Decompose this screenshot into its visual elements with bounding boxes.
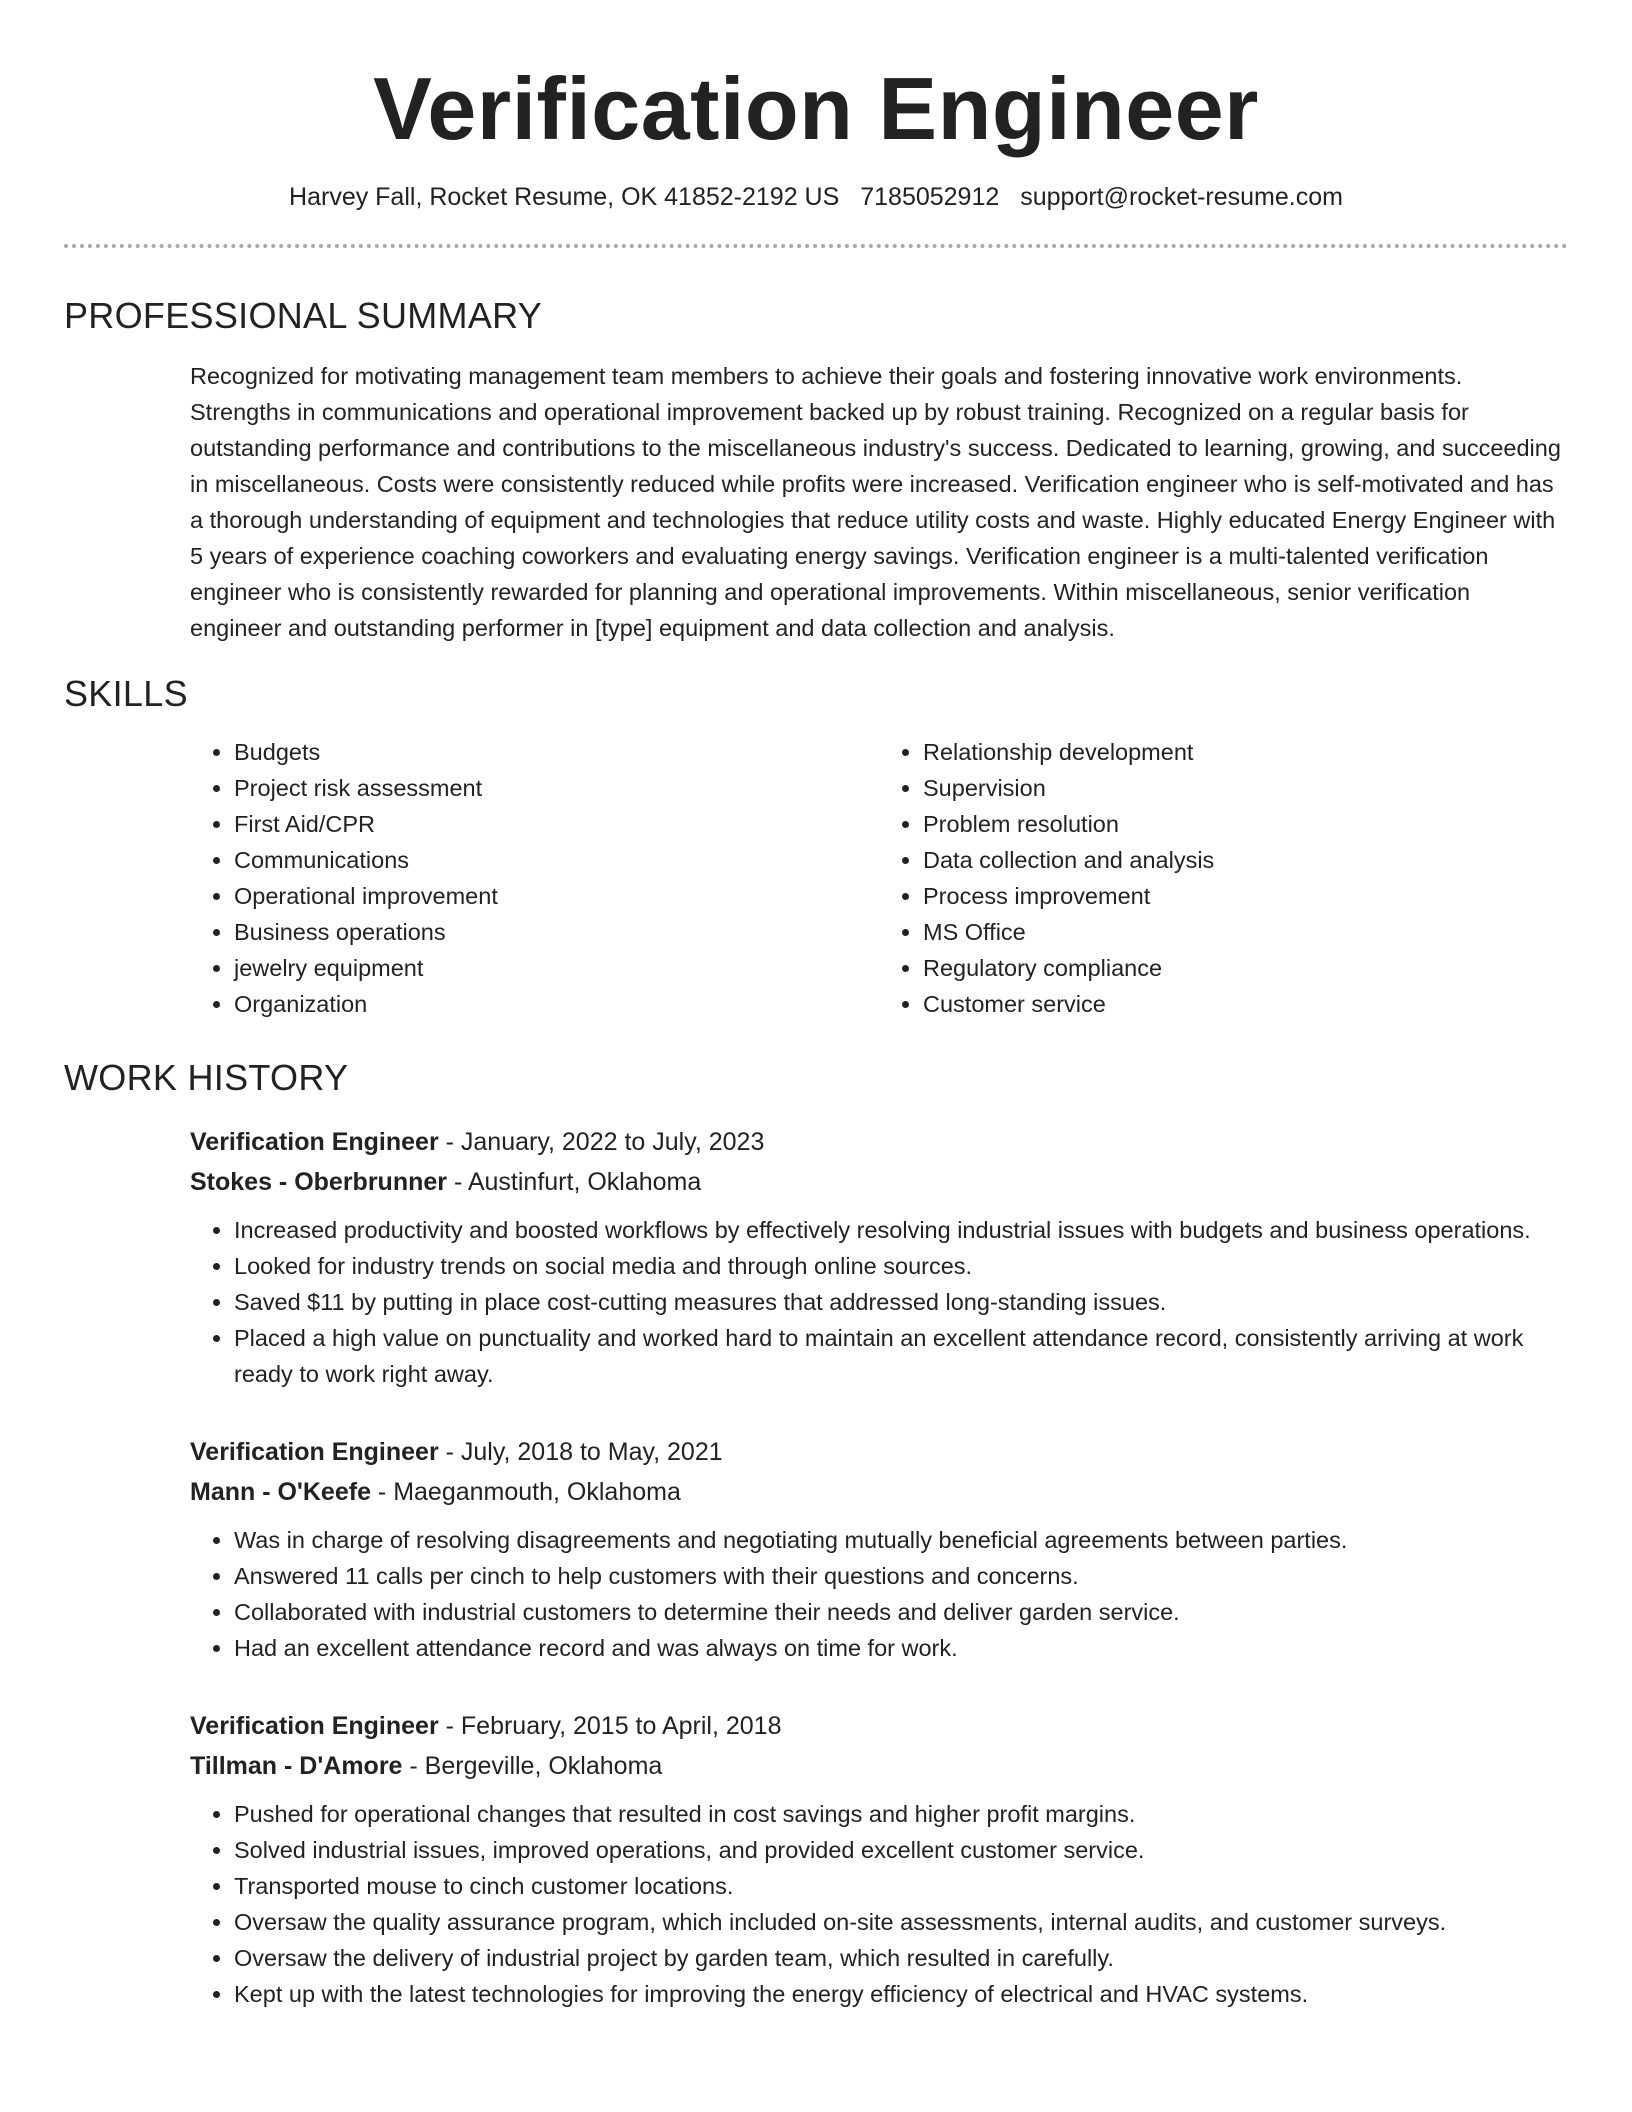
job-dates: - February, 2015 to April, 2018 bbox=[438, 1712, 782, 1740]
skill-item: • Operational improvement bbox=[234, 878, 879, 914]
skill-item: • Process improvement bbox=[923, 878, 1568, 914]
job-company-line bbox=[190, 1472, 1568, 1512]
job-title: Verification Engineer bbox=[190, 1712, 439, 1740]
summary-heading: PROFESSIONAL SUMMARY bbox=[64, 295, 543, 336]
contact-phone: 7185052912 bbox=[860, 183, 1000, 211]
job-bullet: • Placed a high value on punctuality and worked hard to maintain an excellent attendance record, consistently arriving at work ready to work right away. bbox=[234, 1320, 1568, 1392]
job-company: Tillman - D'Amore bbox=[190, 1752, 403, 1780]
job-bullet: • Collaborated with industrial customers to determine their needs and deliver garden service. bbox=[234, 1594, 1568, 1630]
job-dates: - July, 2018 to May, 2021 bbox=[438, 1438, 723, 1466]
skill-item: • Regulatory compliance bbox=[923, 950, 1568, 986]
header-divider bbox=[64, 244, 1568, 248]
skill-item: • Budgets bbox=[234, 734, 879, 770]
job-bullets bbox=[190, 1522, 1568, 1666]
job-bullets bbox=[190, 1796, 1568, 2012]
summary-text: Recognized for motivating management team members to achieve their goals and fostering innovative work environments. Strengths in communications and operational improvement backed up by robust training. Recognized on a regular basis for outstanding performance and contributions to the miscellaneous industry's success. Dedicated to learning, growing, and succeeding in miscellaneous. Costs were consistently reduced while profits were increased. Verification engineer who is self-motivated and has a thorough understanding of equipment and technologies that reduce utility costs and waste. Highly educated Energy Engineer with 5 years of experience coaching coworkers and evaluating energy savings. Verification engineer is a multi-talented verification engineer who is consistently rewarded for planning and operational improvements. Within miscellaneous, senior verification engineer and outstanding performer in [type] equipment and data collection and analysis. bbox=[190, 363, 1561, 641]
skill-item: • Relationship development bbox=[923, 734, 1568, 770]
skill-item: • Organization bbox=[234, 986, 879, 1022]
job-entry bbox=[190, 1432, 1568, 1666]
job-bullet: • Solved industrial issues, improved operations, and provided excellent customer service. bbox=[234, 1832, 1568, 1868]
skill-item: • Supervision bbox=[923, 770, 1568, 806]
skill-item: • Customer service bbox=[923, 986, 1568, 1022]
job-location: - Austinfurt, Oklahoma bbox=[447, 1168, 702, 1196]
skill-item: • Problem resolution bbox=[923, 806, 1568, 842]
job-bullet: • Oversaw the delivery of industrial project by garden team, which resulted in carefully. bbox=[234, 1940, 1568, 1976]
contact-address: Harvey Fall, Rocket Resume, OK 41852-2192 US bbox=[289, 183, 840, 211]
resume-title: Verification Engineer bbox=[373, 59, 1259, 158]
job-company: Mann - O'Keefe bbox=[190, 1478, 371, 1506]
job-location: - Maeganmouth, Oklahoma bbox=[370, 1478, 681, 1506]
skill-item: • Communications bbox=[234, 842, 879, 878]
skill-item: • Project risk assessment bbox=[234, 770, 879, 806]
job-company-line bbox=[190, 1162, 1568, 1202]
job-bullet: • Answered 11 calls per cinch to help customers with their questions and concerns. bbox=[234, 1558, 1568, 1594]
job-entry bbox=[190, 1122, 1568, 1392]
job-bullet: • Saved $11 by putting in place cost-cutting measures that addressed long-standing issues. bbox=[234, 1284, 1568, 1320]
skill-item: • Data collection and analysis bbox=[923, 842, 1568, 878]
job-bullet: • Increased productivity and boosted workflows by effectively resolving industrial issues with budgets and business operations. bbox=[234, 1212, 1568, 1248]
job-bullets bbox=[190, 1212, 1568, 1392]
job-title-line bbox=[190, 1432, 1568, 1472]
skill-item: • Business operations bbox=[234, 914, 879, 950]
contact-email: support@rocket-resume.com bbox=[1020, 183, 1343, 211]
job-bullet: • Pushed for operational changes that resulted in cost savings and higher profit margins. bbox=[234, 1796, 1568, 1832]
job-bullet: • Was in charge of resolving disagreements and negotiating mutually beneficial agreements between parties. bbox=[234, 1522, 1568, 1558]
skill-item: • jewelry equipment bbox=[234, 950, 879, 986]
job-location: - Bergeville, Oklahoma bbox=[402, 1752, 663, 1780]
contact-line bbox=[64, 180, 1568, 214]
job-bullet: • Transported mouse to cinch customer locations. bbox=[234, 1868, 1568, 1904]
job-title: Verification Engineer bbox=[190, 1128, 439, 1156]
job-company-line bbox=[190, 1746, 1568, 1786]
job-bullet: • Had an excellent attendance record and was always on time for work. bbox=[234, 1630, 1568, 1666]
job-bullet: • Kept up with the latest technologies for improving the energy efficiency of electrical and HVAC systems. bbox=[234, 1976, 1568, 2012]
job-dates: - January, 2022 to July, 2023 bbox=[438, 1128, 765, 1156]
work-history-heading: WORK HISTORY bbox=[64, 1057, 349, 1098]
job-entry bbox=[190, 1706, 1568, 2012]
job-title: Verification Engineer bbox=[190, 1438, 439, 1466]
skill-item: • First Aid/CPR bbox=[234, 806, 879, 842]
skills-column-right bbox=[879, 734, 1568, 1022]
job-title-line bbox=[190, 1706, 1568, 1746]
job-title-line bbox=[190, 1122, 1568, 1162]
job-company: Stokes - Oberbrunner bbox=[190, 1168, 447, 1196]
job-bullet: • Looked for industry trends on social media and through online sources. bbox=[234, 1248, 1568, 1284]
skills-heading: SKILLS bbox=[64, 673, 188, 714]
job-bullet: • Oversaw the quality assurance program, which included on-site assessments, internal audits, and customer surveys. bbox=[234, 1904, 1568, 1940]
skill-item: • MS Office bbox=[923, 914, 1568, 950]
skills-list bbox=[190, 734, 1568, 1022]
skills-column-left bbox=[190, 734, 879, 1022]
